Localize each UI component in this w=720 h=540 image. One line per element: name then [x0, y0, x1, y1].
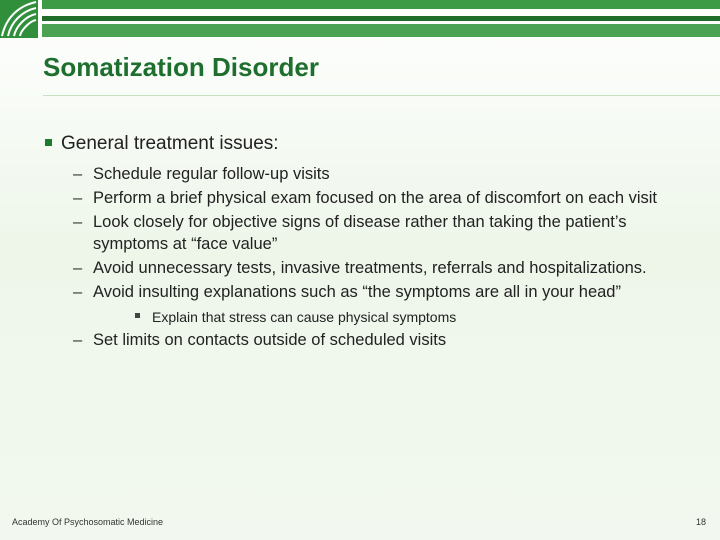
- slide-title: Somatization Disorder: [43, 52, 319, 82]
- wave-logo-icon: [0, 0, 38, 38]
- bullet-level1: [45, 133, 685, 155]
- bullet-level1-text: General treatment issues:: [61, 133, 279, 154]
- dash-icon: –: [73, 189, 83, 207]
- header-band-light: [42, 24, 720, 37]
- sub-list: [93, 307, 685, 327]
- list-item-text: Look closely for objective signs of disease rather than taking the patient’s symptoms at “face value”: [93, 213, 627, 253]
- list-item-text: Set limits on contacts outside of scheduled visits: [93, 331, 447, 349]
- list-item: [73, 211, 685, 255]
- header-band-gap: [42, 9, 720, 16]
- list-item-text: Schedule regular follow-up visits: [93, 165, 330, 183]
- list-item: [73, 329, 685, 351]
- dash-icon: –: [73, 283, 83, 301]
- sub-list-item: [135, 307, 685, 327]
- title-divider: [43, 95, 720, 96]
- list-item-text: Avoid unnecessary tests, invasive treatments, referrals and hospitalizations.: [93, 259, 647, 277]
- dash-icon: –: [73, 331, 83, 349]
- list-item: [73, 187, 685, 209]
- slide-body: [45, 133, 685, 353]
- list-item-text: Avoid insulting explanations such as “the symptoms are all in your head”: [93, 283, 621, 301]
- page-number: 18: [695, 517, 706, 527]
- dash-icon: –: [73, 213, 83, 231]
- header-band: [42, 0, 720, 9]
- dash-icon: –: [73, 259, 83, 277]
- treatment-list: [45, 163, 685, 351]
- small-square-bullet-icon: [135, 313, 140, 318]
- footer-organization: Academy Of Psychosomatic Medicine: [12, 517, 164, 527]
- list-item: [73, 257, 685, 279]
- list-item: [73, 281, 685, 327]
- list-item-text: Perform a brief physical exam focused on the area of discomfort on each visit: [93, 189, 658, 207]
- list-item: [73, 163, 685, 185]
- sub-list-item-text: Explain that stress can cause physical symptoms: [152, 309, 457, 325]
- square-bullet-icon: [45, 139, 52, 146]
- header-logo: [0, 0, 38, 38]
- dash-icon: –: [73, 165, 83, 183]
